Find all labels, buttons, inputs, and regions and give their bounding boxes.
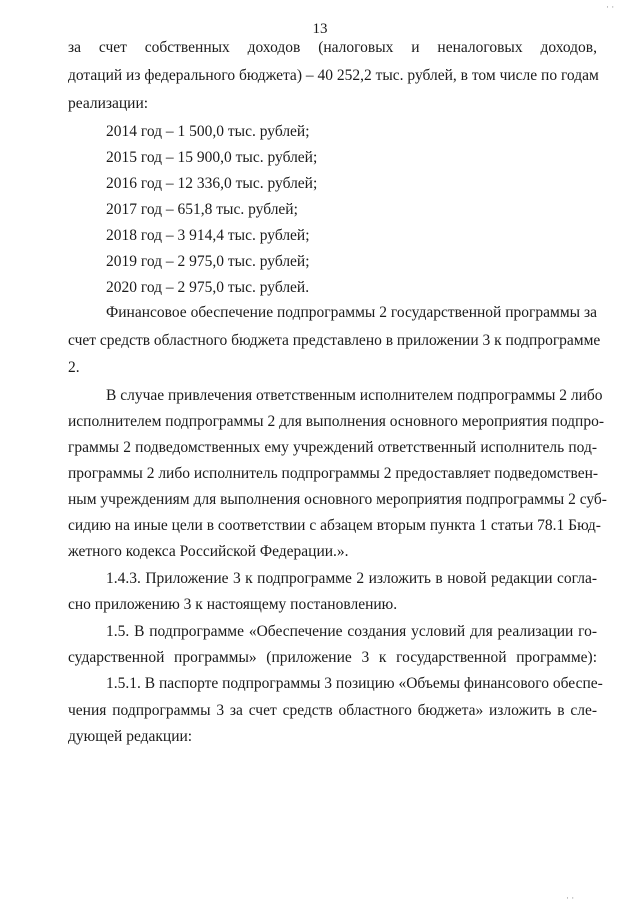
- year-item: 2019 год – 2 975,0 тыс. рублей;: [106, 253, 310, 270]
- year-item: 2014 год – 1 500,0 тыс. рублей;: [106, 123, 310, 140]
- year-item: 2020 год – 2 975,0 тыс. рублей.: [106, 279, 310, 296]
- text-line: сударственной программы» (приложение 3 к государственной программе):: [68, 649, 597, 666]
- text-line: реализации:: [68, 95, 149, 112]
- year-item: 2016 год – 12 336,0 тыс. рублей;: [106, 175, 318, 192]
- scan-mark: · ·: [606, 2, 615, 12]
- text-line: дотаций из федерального бюджета) – 40 252,2 тыс. рублей, в том числе по годам: [68, 67, 599, 84]
- text-line: сно приложению 3 к настоящему постановлению.: [68, 596, 398, 613]
- text-line: за счет собственных доходов (налоговых и неналоговых доходов,: [68, 39, 597, 56]
- year-item: 2018 год – 3 914,4 тыс. рублей;: [106, 227, 310, 244]
- text-line: исполнителем подпрограммы 2 для выполнения основного мероприятия подпро-: [68, 413, 604, 430]
- text-line: 1.5. В подпрограмме «Обеспечение создания условий для реализации го-: [106, 623, 597, 640]
- text-line: программы 2 либо исполнитель подпрограммы 2 предоставляет подведомствен-: [68, 465, 599, 482]
- text-line: Финансовое обеспечение подпрограммы 2 государственной программы за: [106, 304, 597, 321]
- text-line: 1.4.3. Приложение 3 к подпрограмме 2 изложить в новой редакции согла-: [106, 570, 597, 587]
- text-line: жетного кодекса Российской Федерации.».: [68, 543, 349, 560]
- text-line: ным учреждениям для выполнения основного мероприятия подпрограммы 2 суб-: [68, 491, 607, 508]
- text-line: 1.5.1. В паспорте подпрограммы 3 позицию «Объемы финансового обеспе-: [106, 675, 603, 692]
- year-item: 2015 год – 15 900,0 тыс. рублей;: [106, 149, 318, 166]
- text-line: В случае привлечения ответственным исполнителем подпрограммы 2 либо: [106, 387, 603, 404]
- text-line: сидию на иные цели в соответствии с абзацем вторым пункта 1 статьи 78.1 Бюд-: [68, 517, 601, 534]
- text-line: 2.: [68, 359, 80, 376]
- year-item: 2017 год – 651,8 тыс. рублей;: [106, 201, 298, 218]
- text-line: граммы 2 подведомственных ему учреждений ответственный исполнитель под-: [68, 439, 597, 456]
- text-line: дующей редакции:: [68, 728, 193, 745]
- scan-mark: · ·: [566, 893, 575, 903]
- text-line: счет средств областного бюджета представлено в приложении 3 к подпрограмме: [68, 332, 601, 349]
- page-number: 13: [312, 21, 328, 37]
- text-line: чения подпрограммы 3 за счет средств областного бюджета» изложить в сле-: [68, 702, 597, 719]
